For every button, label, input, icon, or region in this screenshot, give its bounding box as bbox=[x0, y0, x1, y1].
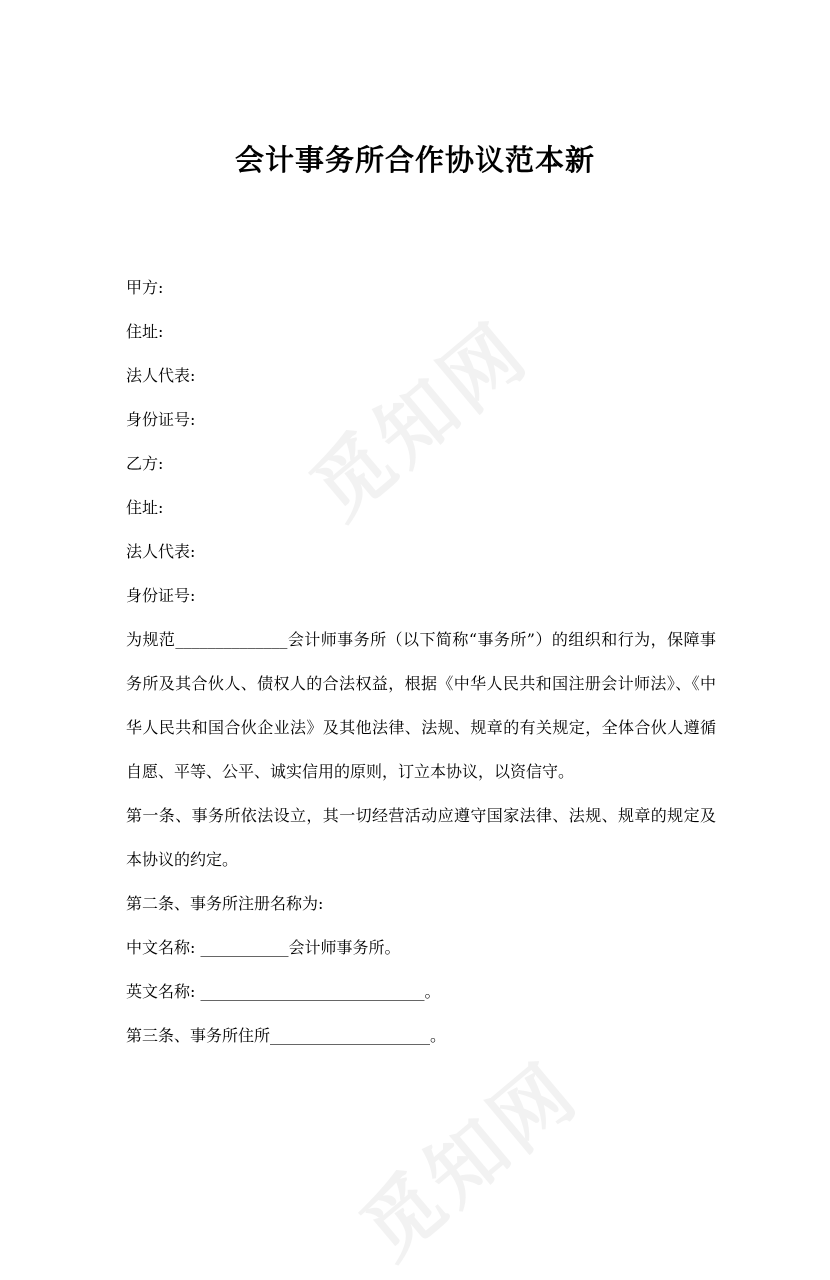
party-a-legal-rep-label: 法人代表: bbox=[126, 366, 196, 385]
article-1-paragraph: 第一条、事务所依法设立，其一切经营活动应遵守国家法律、法规、规章的规定及本协议的约定。 bbox=[126, 806, 716, 869]
article-2-paragraph: 第二条、事务所注册名称为: bbox=[126, 894, 324, 913]
document-body bbox=[126, 266, 716, 1058]
party-b-label: 乙方: bbox=[126, 454, 164, 473]
party-b-id-label: 身份证号: bbox=[126, 586, 196, 605]
chinese-name-line: 中文名称: ___________会计师事务所。 bbox=[126, 938, 401, 957]
party-b-address-label: 住址: bbox=[126, 498, 164, 517]
document-title: 会计事务所合作协议范本新 bbox=[234, 143, 595, 177]
party-a-label: 甲方: bbox=[126, 278, 164, 297]
party-b-legal-rep-label: 法人代表: bbox=[126, 542, 196, 561]
english-name-line: 英文名称: ____________________________。 bbox=[126, 982, 441, 1001]
article-3-paragraph: 第三条、事务所住所____________________。 bbox=[126, 1026, 447, 1045]
watermark-bottom: 觅知网 bbox=[345, 1045, 596, 1277]
party-a-address-label: 住址: bbox=[126, 322, 164, 341]
watermark: 觅知网 bbox=[295, 305, 546, 537]
preamble-paragraph: 为规范______________会计师事务所（以下简称“事务所”）的组织和行为，保障事务所及其合伙人、债权人的合法权益，根据《中华人民共和国注册会计师法》、《中华人民共和国合伙企业法》及其他法律、法规、规章的有关规定，全体合伙人遵循自愿、平等、公平、诚实信用的原则，订立本协议，以资信守。 bbox=[126, 630, 716, 781]
party-a-id-label: 身份证号: bbox=[126, 410, 196, 429]
